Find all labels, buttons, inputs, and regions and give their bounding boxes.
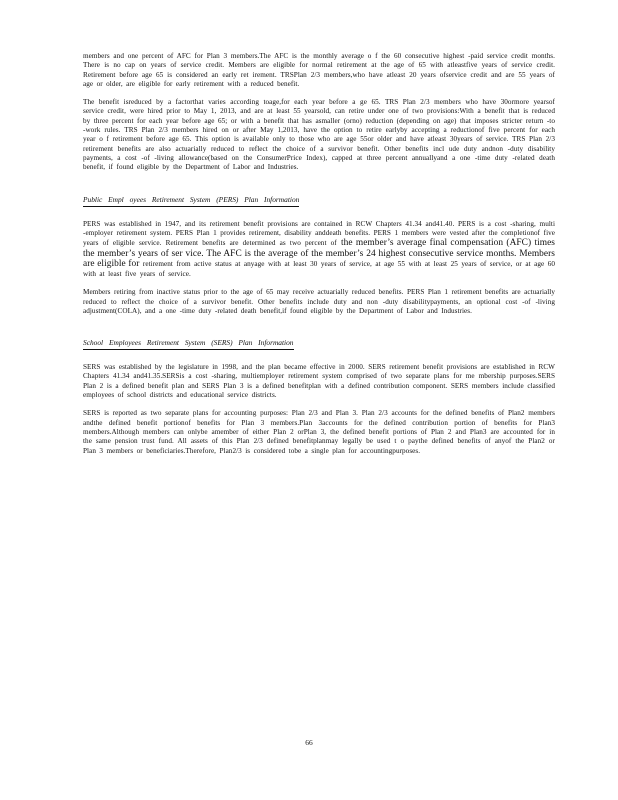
paragraph-pers-overview (83, 220, 555, 280)
pers-overview-text-afc: the member’s average final compensation (AFC) times the member’s years of ser vice. The AFC is the average of the member’s 24 highest consecutive service months. Members are eligible for (83, 238, 556, 270)
page-content (83, 52, 555, 465)
paragraph-pers-inactive: Members retiring from inactive status prior to the age of 65 may receive actuarially reduced benefits. PERS Plan 1 retirement benefits are actuarially reduced to reflect the choice of a survivor benefit. Other benefits include duty and non -duty disabilitypayments, an optional cost -of -living adjustment(COLA), and a one -time duty -related death benefit,if found eligible by the Department of Labor and Industries. (83, 288, 555, 315)
pers-overview-text-end: retirement from active status at anyage with at least 30 years of service, at age 55 with at least 25 years of service, or at age 60 with at least five years of service. (83, 260, 555, 278)
section-heading-wrap-pers (83, 182, 555, 220)
section-heading-sers: School Employees Retirement System (SERS) Plan Information (83, 338, 294, 350)
page-number: 66 (305, 738, 313, 747)
section-heading-wrap-sers (83, 325, 555, 363)
section-heading-pers: Public Empl oyees Retirement System (PERS) Plan Information (83, 195, 299, 207)
paragraph-trs-afc: members and one percent of AFC for Plan 3 members.The AFC is the monthly average o f the 60 consecutive highest -paid service credit months. There is no cap on years of service credit. Members are eligible for normal retirement at the age of 65 with atleastfive years of service credit. Retirement before age 65 is considered an early ret irement. TRSPlan 2/3 members,who have atleast 20 years ofservice credit and are 55 years of age or older, are eligible for early retirement with a reduced benefit. (83, 52, 555, 88)
paragraph-sers-accounting: SERS is reported as two separate plans for accounting purposes: Plan 2/3 and Plan 3. Plan 2/3 accounts for the defined benefits of Plan2 members andthe defined benefit portionof benefits for Plan 3 members.Plan 3accounts for the defined contribution portion of benefits for Plan3 members.Although members can onlybe amember of either Plan 2 orPlan 3, the defined benefit portions of Plan 2 and Plan3 are accounted for in the same pension trust fund. All assets of this Plan 2/3 defined benefitplanmay legally be used t o paythe defined benefits of anyof the Plan2 or Plan 3 members or beneficiaries.Therefore, Plan2/3 is considered tobe a single plan for accountingpurposes. (83, 409, 555, 455)
paragraph-trs-early-retirement: The benefit isreduced by a factorthat varies according toage,for each year before a ge 65. TRS Plan 2/3 members who have 30ormore yearsof service credit, were hired prior to May 1, 2013, and are at least 55 yearsold, can retire under one of two provisions:With a benefit that is reduced by three percent for each year before age 65; or with a benefit that has asmaller (orno) reduction (depending on age) that imposes stricter return -to -work rules. TRS Plan 2/3 members hired on or after May 1,2013, have the option to retire earlyby accepting a reductionof five percent for each year o f retirement before age 65. This option is available only to those who are age 55or older and have atleast 30years of service. TRS Plan 2/3 retirement benefits are also actuarially reduced to reflect the choice of a survivor benefit. Other benefits incl ude duty andnon -duty disability payments, a cost -of -living allowance(based on the ConsumerPrice Index), capped at three percent annuallyand a one -time duty -related death benefit, if found eligible by the Department of Labor and Industries. (83, 98, 555, 172)
paragraph-sers-overview: SERS was established by the legislature in 1998, and the plan became effective in 2000. SERS retirement benefit provisions are established in RCW Chapters 41.34 and41.35.SERSis a cost -sharing, multiemployer retirement system comprised of two separate plans for me mbership purposes.SERS Plan 2 is a defined benefit plan and SERS Plan 3 is a defined benefitplan with a defined contribution component. SERS members include classified employees of school districts and educational service districts. (83, 363, 555, 400)
pers-overview-text-start: PERS was established in 1947, and its retirement benefit provisions are contained in RCW Chapters 41.34 and41.40. PERS is a cost -sharing, multi -employer retirement system. PERS Plan 1 provides retirement, disability anddeath benefits. PERS 1 members were vested after the completionof five years of eligible service. Retirement benefits are determined as two percent of (83, 219, 555, 248)
